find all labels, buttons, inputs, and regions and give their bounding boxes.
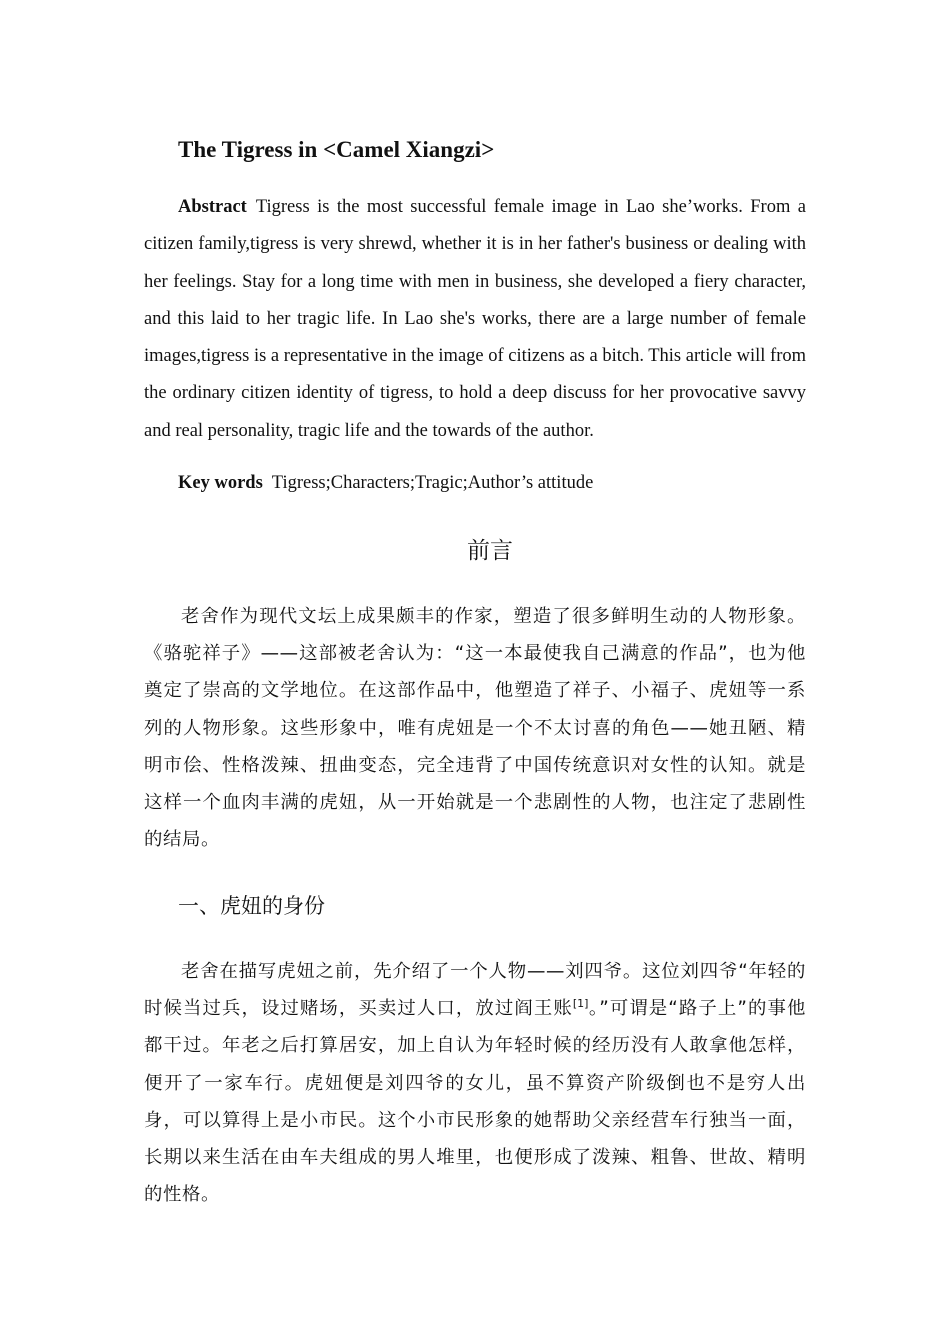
section-1-text-part1: 老舍在描写虎妞之前，先介绍了一个人物——刘四爷。这位刘四爷“年轻的时候当过兵，设过赌场，买卖过人口，放过阎王账	[144, 961, 806, 1020]
citation-marker: [1]	[572, 997, 589, 1011]
english-title: The Tigress in <Camel Xiangzi>	[178, 137, 495, 162]
preface-heading: 前言	[467, 538, 513, 564]
section-1-paragraph	[144, 953, 806, 1213]
abstract-text: Tigress is the most successful female image in Lao she’works. From a citizen family,tigress is very shrewd, whether it is in her father's business or dealing with her feelings. Stay for a long time with men in business, she developed a fiery character, and this laid to her tragic life. In Lao she's works, there are a large number of female images,tigress is a representative in the image of citizens as a bitch. This article will from the ordinary citizen identity of tigress, to hold a deep discuss for her provocative savvy and real personality, tragic life and the towards of the author.	[144, 197, 806, 441]
keywords-text: Tigress;Characters;Tragic;Author’s attitude	[271, 473, 594, 493]
section-1-heading: 一、虎妞的身份	[178, 894, 325, 918]
abstract-paragraph	[144, 189, 806, 450]
preface-paragraph: 老舍作为现代文坛上成果颇丰的作家，塑造了很多鲜明生动的人物形象。《骆驼祥子》——这部被老舍认为：“这一本最使我自己满意的作品”，也为他奠定了崇高的文学地位。在这部作品中，他塑造了祥子、小福子、虎妞等一系列的人物形象。这些形象中，唯有虎妞是一个不太讨喜的角色——她丑陋、精明市侩、性格泼辣、扭曲变态，完全违背了中国传统意识对女性的认知。就是这样一个血肉丰满的虎妞，从一开始就是一个悲剧性的人物，也注定了悲剧性的结局。	[144, 606, 806, 851]
keywords-line	[178, 465, 593, 501]
keywords-label: Key words	[178, 473, 263, 493]
abstract-label: Abstract	[178, 197, 247, 217]
section-1-text-part2: 。”可谓是“路子上”的事他都干过。年老之后打算居安，加上自认为年轻时候的经历没有人敢拿他怎样，便开了一家车行。虎妞便是刘四爷的女儿，虽不算资产阶级倒也不是穷人出身，可以算得上是小市民。这个小市民形象的她帮助父亲经营车行独当一面，长期以来生活在由车夫组成的男人堆里，也便形成了泼辣、粗鲁、世故、精明的性格。	[144, 998, 807, 1206]
